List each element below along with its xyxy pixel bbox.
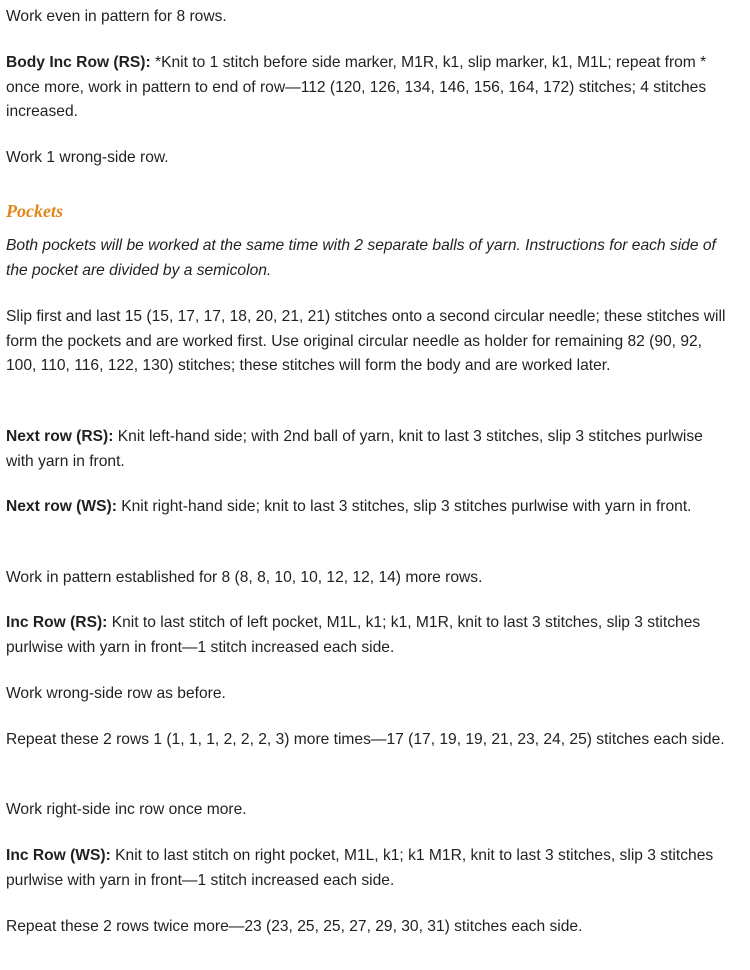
paragraph-inc-row-rs: Inc Row (RS): Knit to last stitch of left pocket, M1L, k1; k1, M1R, knit to last 3 stitches, slip 3 stitches purlwise with yarn in front—1 stitch increased each side.	[6, 614, 701, 656]
paragraph-inc-row-ws: Inc Row (WS): Knit to last stitch on right pocket, M1L, k1; k1 M1R, knit to last 3 stitches, slip 3 stitches purlwise with yarn in front—1 stitch increased each side.	[6, 847, 714, 889]
paragraph-work-pattern: Work in pattern established for 8 (8, 8, 10, 10, 12, 12, 14) more rows.	[6, 569, 483, 586]
section-heading-pockets: Pockets	[6, 201, 63, 221]
next-row-ws-label: Next row (WS):	[6, 498, 117, 515]
paragraph-next-row-ws: Next row (WS): Knit right-hand side; knit to last 3 stitches, slip 3 stitches purlwise with yarn in front.	[6, 498, 692, 515]
paragraph-slip-stitches: Slip first and last 15 (15, 17, 17, 18, 20, 21, 21) stitches onto a second circular needle; these stitches will form the pockets and are worked first. Use original circular needle as holder for remaining 82 (90, 92, 100, 110, 116, 122, 130) stitches; these stitches will form the body and are worked later.	[6, 308, 726, 374]
paragraph-pockets-intro: Both pockets will be worked at the same time with 2 separate balls of yarn. Instructions for each side of the pocket are divided by a semicolon.	[6, 237, 716, 279]
paragraph-wrong-side-row: Work 1 wrong-side row.	[6, 149, 169, 166]
next-row-rs-label: Next row (RS):	[6, 428, 114, 445]
paragraph-repeat-twice: Repeat these 2 rows twice more—23 (23, 25, 25, 27, 29, 30, 31) stitches each side.	[6, 918, 583, 935]
paragraph-repeat-rows: Repeat these 2 rows 1 (1, 1, 1, 2, 2, 2, 3) more times—17 (17, 19, 19, 21, 23, 24, 25) stitches each side.	[6, 731, 725, 748]
paragraph-right-side-inc: Work right-side inc row once more.	[6, 801, 247, 818]
inc-row-rs-label: Inc Row (RS):	[6, 614, 108, 631]
paragraph-body-inc-row: Body Inc Row (RS): *Knit to 1 stitch before side marker, M1R, k1, slip marker, k1, M1L; repeat from * once more, work in pattern to end of row—112 (120, 126, 134, 146, 156, 164, 172) stitches; 4 stitches increased.	[6, 54, 707, 120]
inc-row-ws-label: Inc Row (WS):	[6, 847, 111, 864]
paragraph-wrong-side-before: Work wrong-side row as before.	[6, 685, 226, 702]
body-inc-row-label: Body Inc Row (RS):	[6, 54, 151, 71]
paragraph-next-row-rs: Next row (RS): Knit left-hand side; with 2nd ball of yarn, knit to last 3 stitches, slip 3 stitches purlwise with yarn in front.	[6, 428, 703, 470]
paragraph-work-even: Work even in pattern for 8 rows.	[6, 8, 227, 25]
